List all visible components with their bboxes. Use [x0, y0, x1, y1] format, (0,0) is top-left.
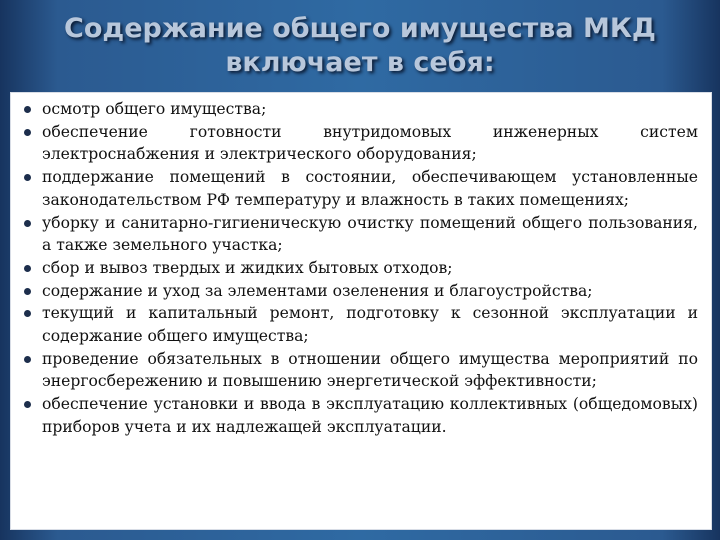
list-item-text: обеспечение установки и ввода в эксплуатацию коллективных (общедомовых) приборов учета и их надлежащей эксплуатации. — [42, 395, 698, 436]
slide-title-line-2: включает в себя: — [225, 47, 495, 78]
list-item — [20, 212, 698, 257]
bullet-dot-icon — [24, 401, 31, 408]
bullet-dot-icon — [24, 106, 31, 113]
bullet-dot-icon — [24, 174, 31, 181]
list-item — [20, 348, 698, 393]
list-item-text: поддержание помещений в состоянии, обеспечивающем установленные законодательством РФ температуру и влажность в таких помещениях; — [42, 168, 698, 209]
bullet-dot-icon — [24, 220, 31, 227]
bullet-dot-icon — [24, 129, 31, 136]
list-item-text: осмотр общего имущества; — [42, 100, 267, 118]
list-item-text: уборку и санитарно-гигиеническую очистку помещений общего пользования, а также земельного участка; — [42, 213, 698, 255]
list-item-text: сбор и вывоз твердых и жидких бытовых отходов; — [42, 258, 453, 277]
list-item-text: содержание и уход за элементами озеленения и благоустройства; — [42, 281, 593, 300]
slide-title — [0, 0, 720, 92]
list-item-text: текущий и капитальный ремонт, подготовку к сезонной эксплуатации и содержание общего имущества; — [42, 304, 698, 346]
list-item — [20, 121, 698, 166]
list-item — [20, 166, 698, 211]
list-item — [20, 393, 698, 438]
bullet-dot-icon — [24, 310, 31, 317]
list-item — [20, 98, 698, 121]
list-item-text: обеспечение готовности внутридомовых инженерных систем электроснабжения и электрического оборудования; — [42, 122, 698, 164]
list-item — [20, 280, 698, 303]
bullet-dot-icon — [24, 356, 31, 363]
content-panel — [10, 92, 712, 530]
list-item-text: проведение обязательных в отношении общего имущества мероприятий по энергосбережению и повышению энергетической эффективности; — [42, 349, 698, 391]
bullet-dot-icon — [24, 265, 31, 272]
bullet-dot-icon — [24, 288, 31, 295]
bullet-list — [20, 98, 698, 439]
list-item — [20, 257, 698, 280]
list-item — [20, 302, 698, 347]
slide-title-line-1: Содержание общего имущества МКД — [64, 13, 656, 44]
